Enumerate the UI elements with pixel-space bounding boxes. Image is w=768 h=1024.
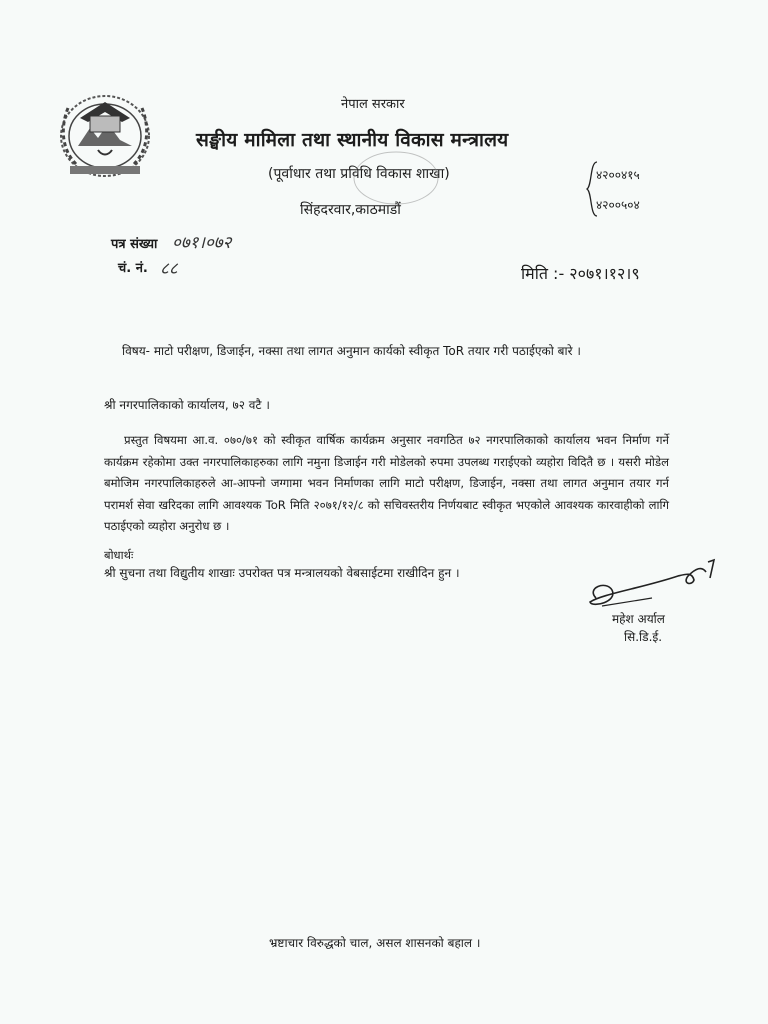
reference-number: ०७१।०७२: [172, 233, 232, 253]
nepal-government-emblem-icon: [50, 88, 160, 188]
signatory-title: सि.डि.ई.: [624, 630, 663, 644]
footer-slogan: भ्रष्टाचार विरुद्धको चाल, असल शासनको बहाल ।: [269, 936, 481, 950]
cc-text: श्री सुचना तथा विद्युतीय शाखाः उपरोक्त पत्र मन्त्रालयको वेबसाईटमा राखीदिन हुन ।: [104, 566, 460, 580]
office-location: सिंहदरवार,काठमाडौं: [300, 202, 401, 218]
branch-name: (पूर्वाधार तथा प्रविधि विकास शाखा): [268, 166, 450, 182]
handwritten-signature-icon: [582, 558, 742, 614]
ministry-name: सङ्घीय मामिला तथा स्थानीय विकास मन्त्रालय: [196, 129, 509, 151]
reference-label: पत्र संख्या: [111, 237, 158, 252]
government-name: नेपाल सरकार: [341, 97, 405, 112]
signatory-name: महेश अर्याल: [612, 612, 665, 626]
dispatch-label: चं. नं.: [118, 261, 148, 276]
phone-number: ४२००५०४: [596, 198, 640, 212]
dispatch-number: ८८: [160, 259, 178, 279]
phone-number: ४२००४१५: [596, 168, 640, 182]
letter-body: प्रस्तुत विषयमा आ.व. ०७०/७१ को स्वीकृत वार्षिक कार्यक्रम अनुसार नवगठित ७२ नगरपालिकाको कार्यालय भवन निर्माण गर्ने कार्यक्रम रहेकोमा उक्त नगरपालिकाहरुका लागि नमुना डिजाईन गरी मोडेलको रुपमा उपलब्ध गराईएको व्यहोरा विदितै छ । यसरी मोडेल बमोजिम नगरपालिकाहरुले आ-आफ्नो जग्गामा भवन निर्माणका लागि माटो परीक्षण, डिजाईन, नक्सा तथा लागत अनुमान तयार गर्न परामर्श सेवा खरिदका लागि आवश्यक ToR मिति २०७१/१२/८ को सचिवस्तरीय निर्णयबाट स्वीकृत भएकोले आवश्यक कारवाहीको लागि पठाईएको व्यहोरा अनुरोध छ ।: [104, 433, 669, 533]
office-stamp-icon: [346, 148, 446, 208]
letter-date: मिति :- २०७१।१२।९: [521, 264, 640, 283]
cc-label: बोधार्थः: [104, 548, 134, 562]
letter-recipient: श्री नगरपालिकाको कार्यालय, ७२ वटै ।: [104, 398, 270, 412]
letter-subject: विषय- माटो परीक्षण, डिजाईन, नक्सा तथा लागत अनुमान कार्यको स्वीकृत ToR तयार गरी पठाईएको बारे ।: [122, 344, 581, 358]
